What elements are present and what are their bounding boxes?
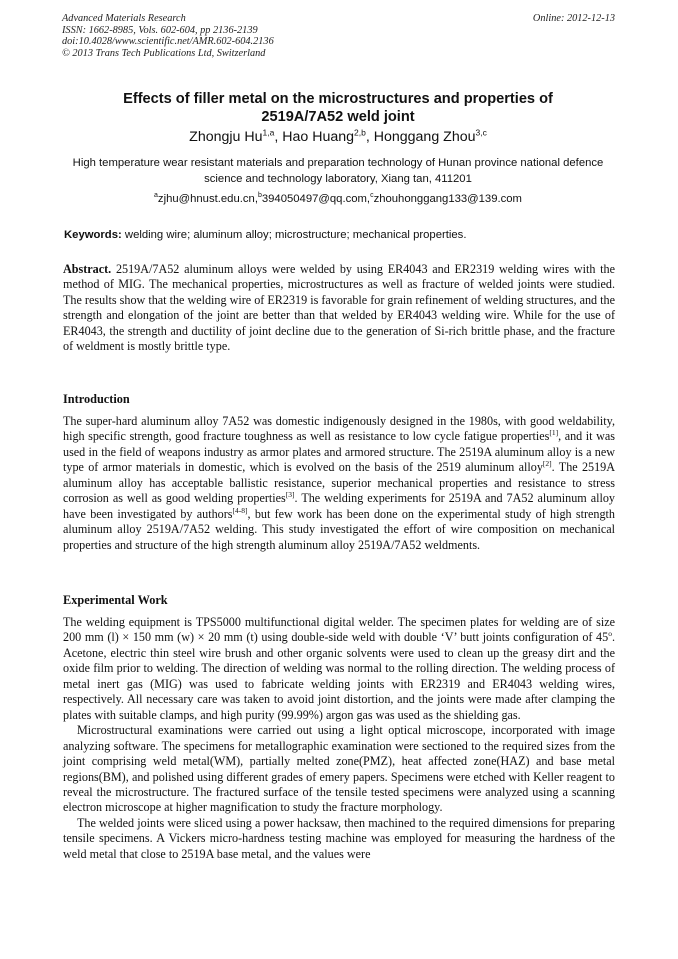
author-affiliation-mark: 3,c	[475, 127, 487, 138]
email-mark: b	[257, 192, 262, 200]
experimental-text: The welding equipment is TPS5000 multifunctional digital welder. The specimen plates for welding are of size 200 mm (l) × 150 mm (w) × 20 mm (t) using double-side weld with double ‘V’ butt joints configuration of 45	[63, 615, 615, 645]
journal-issn: ISSN: 1662-8985, Vols. 602-604, pp 2136-2139	[62, 24, 258, 36]
citation: [1]	[549, 428, 559, 438]
experimental-paragraph-3: The welded joints were sliced using a power hacksaw, then machined to the required dimensions for preparing tensile specimens. A Vickers micro-hardness testing machine was employed for measuring the hardness of the weld metal that close to 2519A base metal, and the values were	[63, 815, 615, 861]
experimental-section	[63, 615, 615, 862]
intro-text: , and it was used in the field of weapons industry as armor plates and armored structure. The 2519A aluminum alloy is a new type of armor materials in domestic, which is evolved on the basis of the 2519 aluminum alloy	[63, 429, 615, 475]
author-separator: ,	[365, 129, 374, 145]
author-name: Zhongju Hu	[189, 129, 263, 145]
title-line-1: Effects of filler metal on the microstructures and properties of	[123, 91, 553, 107]
citation: [3]	[285, 490, 295, 500]
experimental-text: . Acetone, electric thin steel wire brush and other organic solvents were used to clean up the greasy dirt and the oxide film prior to welding. The direction of welding was normal to the rolling direction. The welding process of metal inert gas (MIG) was used to fabricate welding joints with ER2319 and ER4043 welding wires, respectively. All necessary care was taken to avoid joint distortion, and the joints were made after clamping the plates with suitable clamps, and high purity (99.99%) argon gas was used as the shielding gas.	[63, 630, 615, 722]
email-mark: c	[370, 192, 374, 200]
author-affiliation-mark: 1,a	[262, 127, 275, 138]
introduction-paragraph	[63, 414, 615, 553]
author-separator: ,	[274, 129, 283, 145]
journal-copyright: © 2013 Trans Tech Publications Ltd, Switzerland	[62, 47, 266, 59]
abstract	[63, 262, 615, 355]
journal-name: Advanced Materials Research	[62, 13, 186, 24]
keywords-text: welding wire; aluminum alloy; microstructure; mechanical properties.	[124, 229, 467, 241]
title-line-2: 2519A/7A52 weld joint	[261, 109, 415, 125]
paper-title	[62, 90, 614, 126]
author-affiliation-mark: 2,b	[354, 127, 366, 138]
intro-text: . The 2519A aluminum alloy has acceptable ballistic resistance, superior mechanical properties and resistance to stress corrosion as well as good welding properties	[63, 460, 616, 506]
journal-header	[62, 13, 274, 59]
intro-text: The super-hard aluminum alloy 7A52 was domestic indigenously designed in the 1980s, with good weldability, high specific strength, good fracture toughness as well as resistance to low cycle fatigue properties	[63, 414, 615, 444]
abstract-label: Abstract.	[63, 262, 112, 276]
citation: [2]	[542, 459, 552, 469]
author-list	[62, 128, 614, 146]
email-address[interactable]: zjhu@hnust.edu.cn	[157, 193, 255, 205]
section-heading-introduction: Introduction	[63, 392, 130, 406]
author-name: Honggang Zhou	[373, 129, 476, 145]
experimental-paragraph-2: Microstructural examinations were carried out using a light optical microscope, incorporated with image analyzing software. The specimens for metallographic examination were sectioned to the required sizes from the joint comprising weld metal(WM), partially melted zone(PMZ), heat affected zone(HAZ) and base metal regions(BM), and polished using different grades of emery papers. Specimens were etched with Keller reagent to reveal the microstructure. The fractured surface of the tensile tested specimens were analyzed using a scanning electron microscope at higher magnification to study the fracture morphology.	[63, 723, 615, 815]
keywords	[64, 228, 616, 243]
online-date: Online: 2012-12-13	[532, 13, 615, 24]
journal-doi: doi:10.4028/www.scientific.net/AMR.602-604.2136	[62, 36, 274, 48]
email-list	[62, 192, 614, 207]
email-separator: ,	[254, 193, 258, 205]
keywords-label: Keywords:	[64, 229, 122, 241]
email-mark: a	[154, 192, 158, 200]
citation: [4-8]	[232, 505, 248, 515]
email-address[interactable]: zhouhonggang133@139.com	[373, 193, 522, 205]
email-address[interactable]: 394050497@qq.com	[261, 193, 367, 205]
affiliation: High temperature wear resistant materials and preparation technology of Hunan province national defence science and technology laboratory, Xiang tan, 411201	[72, 157, 604, 185]
degree-mark: o	[608, 629, 612, 639]
author-name: Hao Huang	[282, 129, 355, 145]
intro-text: , but few work has been done on the experimental study of high strength aluminum alloy 2519A/7A52 welding. This study investigated the effort of wire composition on mechanical properties and structure of the high strength aluminum alloy 2519A/7A52 weldments.	[63, 506, 615, 552]
email-separator: ,	[366, 193, 371, 205]
intro-text: . The welding experiments for 2519A and 7A52 aluminum alloy have been investigated by authors	[63, 491, 615, 521]
section-heading-experimental: Experimental Work	[63, 593, 168, 607]
experimental-paragraph-1	[63, 615, 615, 723]
abstract-text: 2519A/7A52 aluminum alloys were welded by using ER4043 and ER2319 welding wires with the method of MIG. The mechanical properties, microstructures as well as fracture of welded joints were studied. The results show that the welding wire of ER2319 is favorable for grain refinement of welding structures, and the strength and elongation of the joint are better than that welded by ER4043 welding wire. While for the use of ER4043, the strength and ductility of joint decline due to the generation of Si-rich brittle phase, and the fracture of weldment is mostly brittle type.	[63, 262, 615, 354]
